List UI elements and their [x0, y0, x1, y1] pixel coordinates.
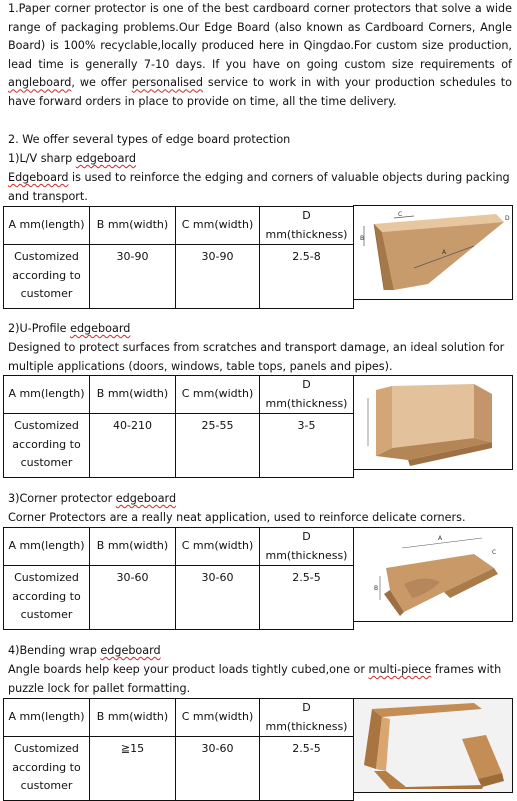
section-title-text: 3)Corner protector	[8, 492, 116, 505]
header-cell-b: B mm(width)	[90, 207, 176, 245]
cell-c-value: 30-60	[176, 566, 260, 630]
corner-protector-image	[353, 527, 513, 622]
cell-d-value: 2.5-8	[260, 245, 354, 309]
spelling-flag-edgeboard: edgeboard	[75, 152, 137, 165]
dim-label-c: C	[398, 211, 403, 218]
section-3-title	[8, 490, 512, 509]
spec-table-1	[3, 206, 354, 309]
table-row	[4, 737, 354, 801]
section-4-description	[8, 661, 512, 698]
dim-label-c: C	[492, 549, 497, 556]
section-1-description	[8, 169, 512, 206]
cell-d-value: 2.5-5	[260, 566, 354, 630]
cell-b-value: 30-60	[90, 566, 176, 630]
offer-heading: 2. We offer several types of edge board protection	[8, 133, 291, 146]
bending-wrap-image	[353, 698, 513, 793]
header-cell-a: A mm(length)	[4, 376, 90, 414]
header-cell-b: B mm(width)	[90, 376, 176, 414]
header-cell-b: B mm(width)	[90, 699, 176, 737]
cell-d-value: 3-5	[260, 414, 354, 478]
table-header-row	[4, 207, 354, 245]
dim-label-b: B	[374, 585, 379, 592]
table-row	[4, 245, 354, 309]
header-cell-c: C mm(width)	[176, 207, 260, 245]
section-2-description: Designed to protect surfaces from scratches and transport damage, an ideal solution for multiple applications (doors, windows, table tops, panels and pipes).	[8, 341, 505, 373]
intro-text-mid: , we offer	[71, 76, 132, 90]
header-cell-a: A mm(length)	[4, 528, 90, 566]
table-row	[4, 566, 354, 630]
section-desc-text: is used to reinforce the edging and corners of valuable objects during packing and transport.	[8, 171, 510, 203]
section-title-text: 2)U-Profile	[8, 322, 71, 335]
cell-b-value: 30-90	[90, 245, 176, 309]
cell-c-value: 30-90	[176, 245, 260, 309]
spelling-flag-edgeboard: edgeboard	[100, 644, 161, 657]
intro-text-end: service to work in with your production schedules to have forward orders in place to provide on time, all the time delivery.	[8, 76, 512, 108]
section-4-title	[8, 642, 512, 661]
spelling-flag-edgeboard: Edgeboard	[8, 171, 69, 184]
spec-table-3	[3, 527, 354, 630]
intro-paragraph	[8, 0, 512, 112]
header-cell-d: D mm(thickness)	[260, 207, 354, 245]
section-desc-text: Angle boards help keep your product loads tightly cubed,one or	[8, 663, 369, 676]
header-cell-d: D mm(thickness)	[260, 376, 354, 414]
spec-table-2	[3, 375, 354, 478]
table-header-row	[4, 528, 354, 566]
section-3-description: Corner Protectors are a really neat application, used to reinforce delicate corners.	[8, 511, 466, 524]
cell-a-customized: Customized according to customer	[4, 737, 90, 801]
header-cell-c: C mm(width)	[176, 699, 260, 737]
spelling-flag-multi-piece: multi-piece	[368, 663, 432, 676]
spelling-flag-edgeboard: edgeboard	[115, 492, 177, 505]
dim-label-d: D	[505, 215, 510, 222]
header-cell-a: A mm(length)	[4, 699, 90, 737]
header-cell-c: C mm(width)	[176, 376, 260, 414]
spec-table-4	[3, 698, 354, 801]
intro-text: 1.Paper corner protector is one of the best cardboard corner protectors that solve a wide range of packaging problems.Our Edge Board (also known as Cardboard Corners, Angle Board) is 100% recyclable,locally produced here in Qingdao.For custom size production, lead time is generally 7-10 days. If you have on going custom size requirements of	[8, 2, 512, 71]
header-cell-d: D mm(thickness)	[260, 528, 354, 566]
dim-label-a: A	[438, 535, 443, 542]
section-title-text: 1)L/V sharp	[8, 152, 76, 165]
spelling-flag-angleboard: angleboard	[8, 76, 72, 90]
table-header-row	[4, 699, 354, 737]
header-cell-a: A mm(length)	[4, 207, 90, 245]
cell-a-customized: Customized according to customer	[4, 566, 90, 630]
cell-b-value: 40-210	[90, 414, 176, 478]
table-row	[4, 414, 354, 478]
section-2-title	[8, 320, 512, 339]
header-cell-c: C mm(width)	[176, 528, 260, 566]
l-edgeboard-image	[353, 205, 513, 300]
cell-d-value: 2.5-5	[260, 737, 354, 801]
cell-c-value: 25-55	[176, 414, 260, 478]
cell-b-value: ≧15	[90, 737, 176, 801]
section-desc-text-end: frames with puzzle lock for pallet formatting.	[8, 663, 502, 695]
dim-label-a: A	[442, 249, 447, 256]
cell-a-customized: Customized according to customer	[4, 245, 90, 309]
header-cell-b: B mm(width)	[90, 528, 176, 566]
section-1-title	[8, 150, 512, 169]
spelling-flag-personalised: personalised	[131, 76, 203, 90]
cell-c-value: 30-60	[176, 737, 260, 801]
u-profile-edgeboard-image	[353, 375, 513, 470]
spelling-flag-edgeboard: edgeboard	[70, 322, 131, 335]
table-header-row	[4, 376, 354, 414]
cell-a-customized: Customized according to customer	[4, 414, 90, 478]
dim-label-b: B	[360, 235, 365, 242]
section-title-text: 4)Bending wrap	[8, 644, 101, 657]
header-cell-d: D mm(thickness)	[260, 699, 354, 737]
